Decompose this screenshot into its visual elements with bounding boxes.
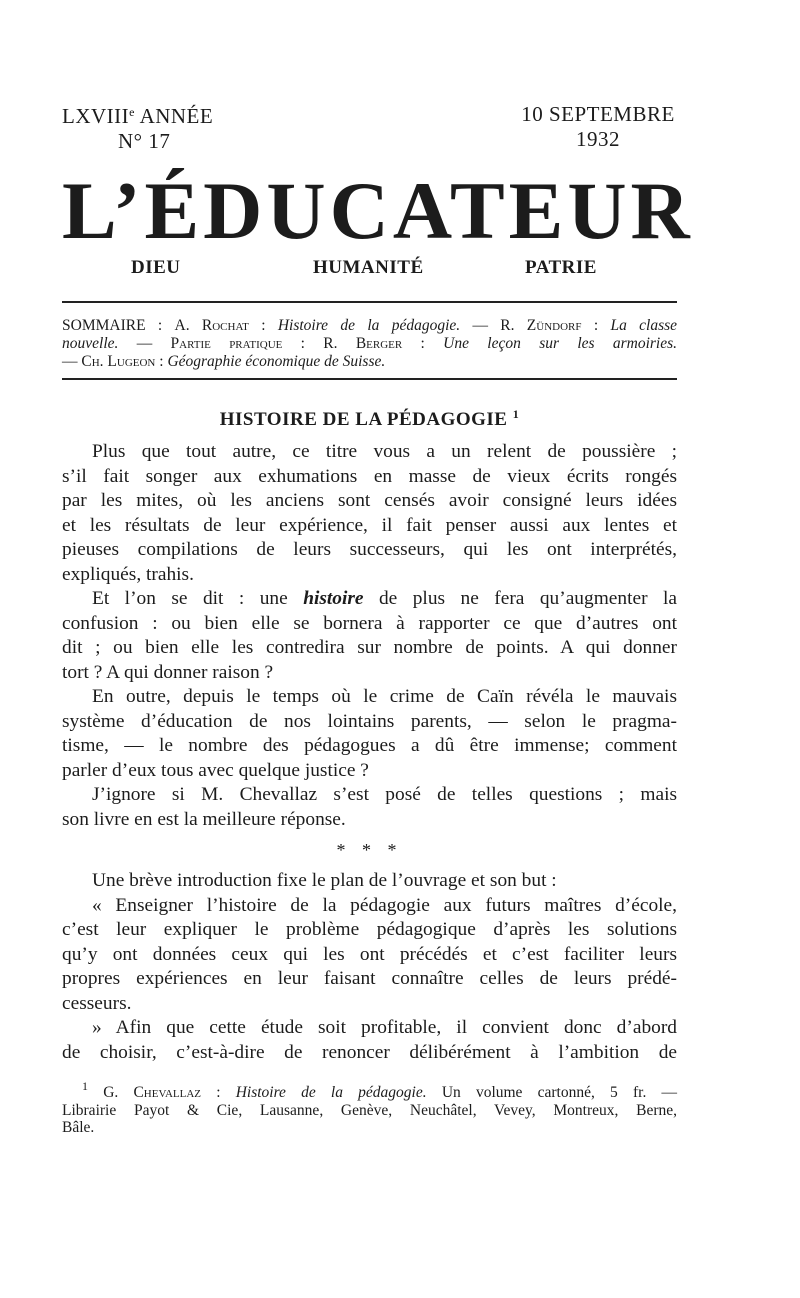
motto-patrie: PATRIE: [525, 257, 597, 278]
toc-work-2-end: nouvelle.: [62, 335, 119, 352]
section-separator: * * *: [336, 840, 403, 860]
p2-emphasis: histoire: [303, 588, 364, 609]
toc-author-3: R. Berger: [323, 335, 403, 352]
table-of-contents: [62, 317, 677, 371]
p6-line-2: c’est leur expliquer le problème pédagogique d’après les solutions: [62, 919, 677, 940]
p2-line-4: tort ? A qui donner raison ?: [62, 661, 274, 683]
p4-line-2: son livre en est la meilleure réponse.: [62, 808, 346, 830]
toc-work-2-start: La classe: [610, 317, 678, 334]
article-title-text: HISTOIRE DE LA PÉDAGOGIE: [219, 409, 508, 430]
year-roman: LXVIII: [62, 104, 130, 128]
p7-line-2: de choisir, c’est-à-dire de renoncer délibérément à l’ambition de: [62, 1041, 677, 1063]
p6-line-5: cesseurs.: [62, 992, 132, 1014]
year-superscript: e: [129, 105, 135, 119]
footnote-line-2: Librairie Payot & Cie, Lausanne, Genève, Neuchâtel, Vevey, Montreux, Berne,: [62, 1101, 677, 1119]
p1-line-6: expliqués, trahis.: [62, 563, 194, 585]
toc-work-3: Une leçon sur les armoiries.: [443, 335, 678, 352]
toc-work-1: Histoire de la pédagogie.: [277, 317, 461, 334]
toc-line-1: SOMMAIRE : A. Rochat : Histoire de la pédagogie. — R. Zündorf : La classe: [62, 317, 678, 334]
p2-rest: de plus ne fera qu’augmenter la: [378, 588, 677, 609]
p2-line-1: [62, 587, 677, 612]
p1-line-1: Plus que tout autre, ce titre vous a un relent de poussière ;: [92, 441, 677, 462]
p1-line-4: et les résultats de leur expérience, il fait penser aussi aux lentes et: [62, 514, 677, 536]
p3-line-1: En outre, depuis le temps où le crime de Caïn révéla le mauvais: [92, 686, 677, 707]
footnote-author: G. Chevallaz :: [103, 1084, 221, 1101]
bottom-divider: [62, 378, 677, 380]
p5-line-1: Une brève introduction fixe le plan de l’ouvrage et son but :: [92, 870, 557, 891]
p3-line-2: système d’éducation de nos lointains parents, — selon le pragma-: [62, 710, 677, 732]
p2-line-3: dit ; ou bien elle les contredira sur nombre de points. A qui donner: [62, 637, 677, 658]
toc-work-4: Géographie économique de Suisse.: [167, 353, 386, 370]
footnote-work: Histoire de la pédagogie.: [235, 1084, 427, 1101]
issue-number: N° 17: [118, 129, 171, 153]
footnote-mark: 1: [82, 1079, 88, 1093]
p7-line-1: » Afin que cette étude soit profitable, il convient donc d’abord: [92, 1017, 677, 1038]
masthead-title: L’ÉDUCATEUR: [62, 165, 694, 256]
toc-section-3: Partie pratique: [170, 335, 283, 352]
issue-info: [62, 104, 213, 154]
p1-line-2: s’il fait songer aux exhumations en masse de vieux écrits rongés: [62, 465, 677, 487]
top-divider: [62, 301, 677, 303]
issue-date-day-month: 10 SEPTEMBRE: [521, 102, 675, 126]
p2-line-2: confusion : ou bien elle se bornera à rapporter ce que d’autres ont: [62, 612, 677, 634]
article-title: [62, 409, 677, 431]
toc-label: SOMMAIRE :: [62, 317, 163, 334]
toc-line-3: — Ch. Lugeon : Géographie économique de Suisse.: [62, 353, 386, 370]
footnote-line-1: [62, 1079, 678, 1102]
motto-dieu: DIEU: [131, 257, 181, 278]
p6-line-1: « Enseigner l’histoire de la pédagogie aux futurs maîtres d’école,: [92, 894, 677, 916]
article-body: [62, 440, 677, 1065]
footnote-reference: 1: [512, 407, 520, 421]
p6-line-4: propres expériences en leur faisant connaître celles de leurs prédé-: [62, 968, 677, 989]
toc-author-4: Ch. Lugeon: [81, 353, 156, 370]
motto-humanite: HUMANITÉ: [313, 257, 424, 278]
footnote-line-3: Bâle.: [62, 1119, 95, 1136]
p1-line-3: par les mites, où les anciens sont censés avoir consigné leurs idées: [62, 490, 677, 511]
footnote: [62, 1079, 678, 1137]
footnote-details: Un volume cartonné, 5 fr. —: [441, 1084, 678, 1101]
issue-date-year: 1932: [576, 127, 620, 151]
year-word: ANNÉE: [139, 104, 214, 128]
p4-line-1: J’ignore si M. Chevallaz s’est posé de telles questions ; mais: [92, 784, 677, 805]
toc-line-2: nouvelle. — Partie pratique : R. Berger : Une leçon sur les armoiries.: [62, 335, 678, 352]
p6-line-3: qu’y ont données ceux qui les ont précédés et c’est faciliter leurs: [62, 943, 677, 965]
toc-author-2: R. Zündorf: [500, 317, 582, 334]
p3-line-4: parler d’eux tous avec quelque justice ?: [62, 759, 369, 781]
issue-year: [62, 104, 213, 129]
p3-line-3: tisme, — le nombre des pédagogues a dû être immense; comment: [62, 735, 677, 756]
toc-author-1: A. Rochat: [174, 317, 249, 334]
p1-line-5: pieuses compilations de leurs successeurs, qui les ont interprétés,: [62, 539, 677, 560]
p2-start: Et l’on se dit : une: [92, 588, 288, 609]
issue-date: [505, 102, 691, 152]
